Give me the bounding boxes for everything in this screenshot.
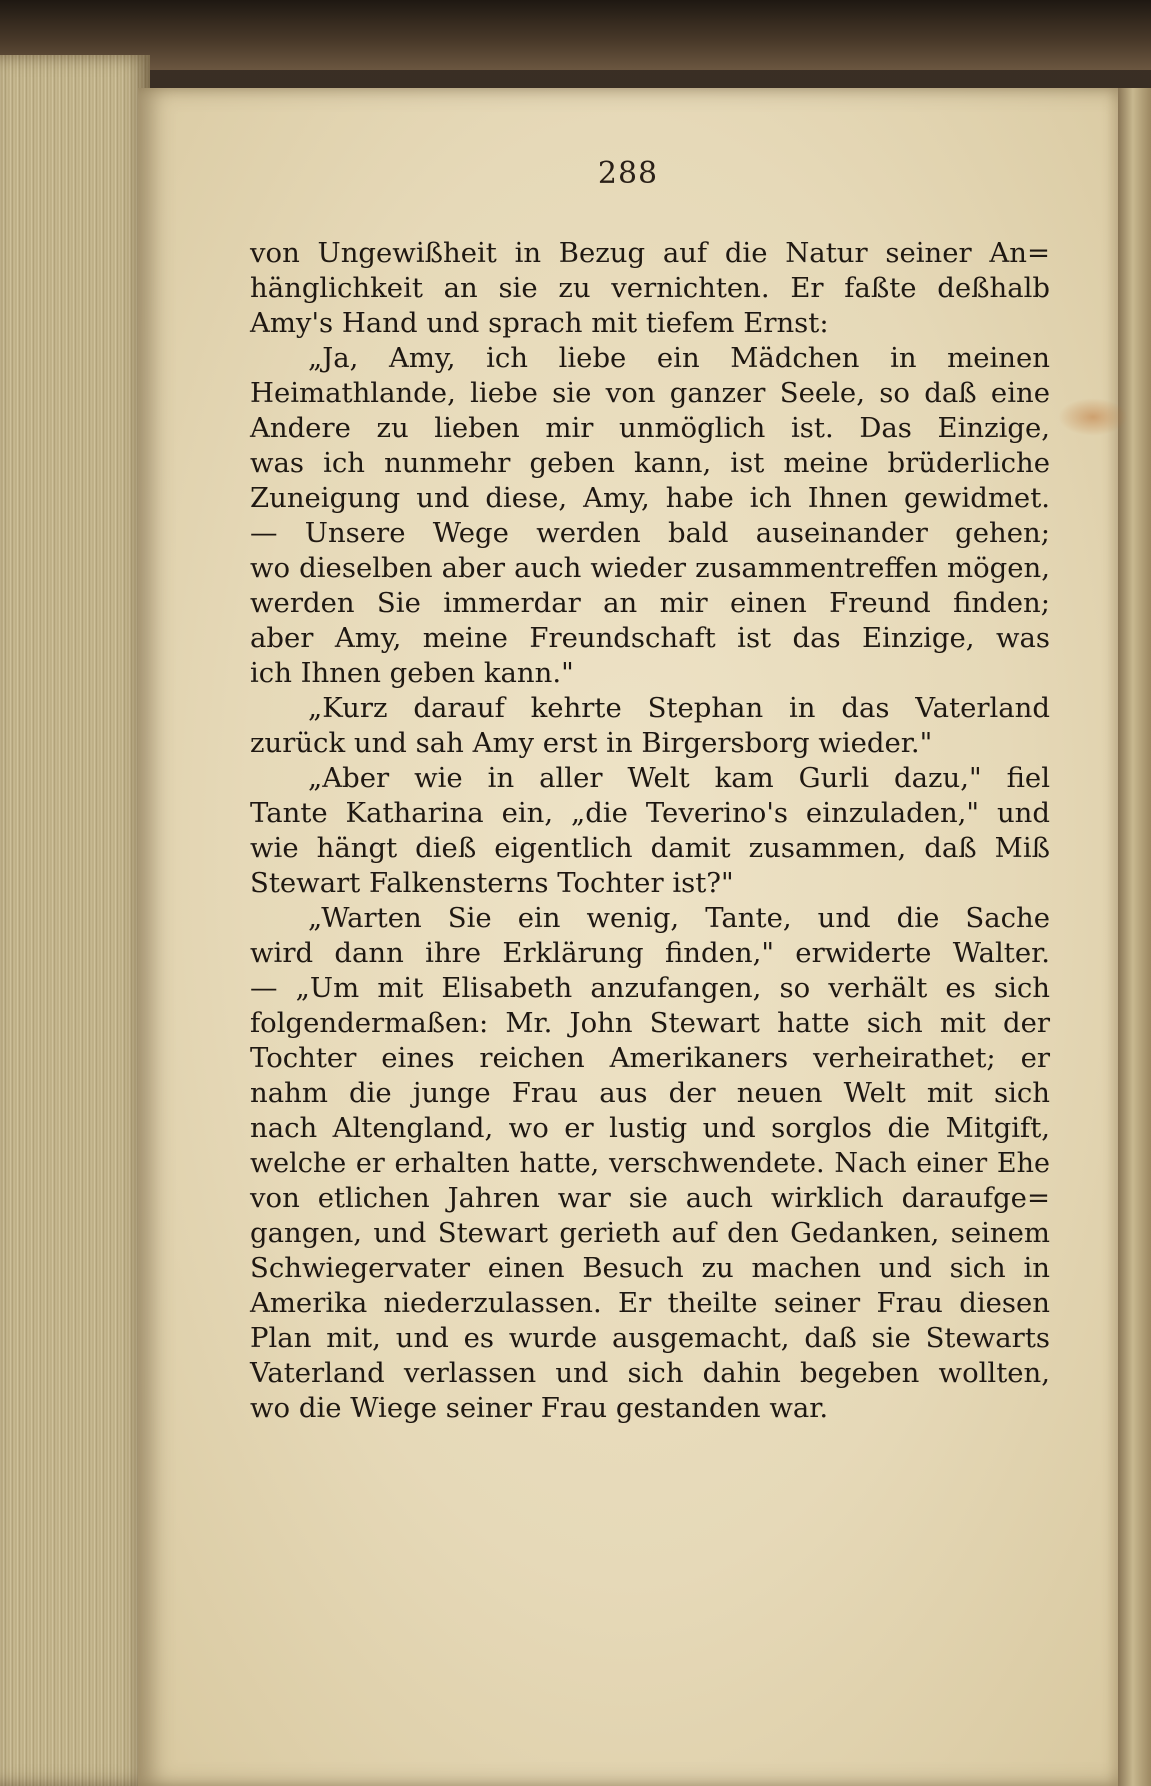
book-page (138, 88, 1118, 1786)
text-line: welche er erhalten hatte, verschwendete. Nach einer Ehe (250, 1148, 1050, 1179)
text-line: Schwiegervater einen Besuch zu machen und sich in (250, 1252, 1050, 1284)
text-line: von Ungewißheit in Bezug auf die Natur seiner An= (250, 237, 1050, 269)
text-line: von etlichen Jahren war sie auch wirklich daraufge= (250, 1182, 1050, 1214)
text-line: „Warten Sie ein wenig, Tante, und die Sache (308, 902, 1050, 934)
text-line: wie hängt dieß eigentlich damit zusammen, daß Miß (250, 832, 1050, 864)
text-line: Amy's Hand und sprach mit tiefem Ernst: (250, 307, 829, 339)
text-line: nach Altengland, wo er lustig und sorglos die Mitgift, (250, 1112, 1050, 1144)
text-line: aber Amy, meine Freundschaft ist das Einzige, was (250, 622, 1050, 654)
text-line: ich Ihnen geben kann." (250, 657, 574, 689)
page-edges-left (0, 55, 150, 1786)
text-line: werden Sie immerdar an mir einen Freund finden; (250, 587, 1050, 619)
text-line: „Aber wie in aller Welt kam Gurli dazu," fiel (308, 762, 1050, 794)
text-line: wo dieselben aber auch wieder zusammentreffen mögen, (250, 552, 1050, 584)
text-line: was ich nunmehr geben kann, ist meine brüderliche (250, 447, 1050, 479)
text-line: hänglichkeit an sie zu vernichten. Er faßte deßhalb (250, 272, 1050, 304)
text-line: wo die Wiege seiner Frau gestanden war. (250, 1392, 829, 1424)
text-line: „Ja, Amy, ich liebe ein Mädchen in meinen (308, 342, 1050, 374)
text-line: Heimathlande, liebe sie von ganzer Seele, so daß eine (250, 377, 1050, 409)
page-stain (1058, 398, 1128, 436)
text-line: Andere zu lieben mir unmöglich ist. Das Einzige, (250, 412, 1050, 444)
text-line: nahm die junge Frau aus der neuen Welt mit sich (250, 1077, 1050, 1109)
text-line: Tante Katharina ein, „die Teverino's einzuladen," und (250, 797, 1050, 829)
text-line: — „Um mit Elisabeth anzufangen, so verhält es sich (250, 972, 1050, 1004)
text-line: — Unsere Wege werden bald auseinander gehen; (250, 517, 1050, 549)
text-line: wird dann ihre Erklärung finden," erwiderte Walter. (250, 937, 1050, 969)
text-line: „Kurz darauf kehrte Stephan in das Vaterland (308, 692, 1050, 724)
text-line: Plan mit, und es wurde ausgemacht, daß sie Stewarts (250, 1322, 1050, 1354)
text-line: Stewart Falkensterns Tochter ist?" (250, 867, 734, 899)
page-number: 288 (597, 156, 659, 191)
page-edge-right (1118, 88, 1151, 1786)
text-line: Zuneigung und diese, Amy, habe ich Ihnen gewidmet. (250, 482, 1050, 514)
text-line: Amerika niederzulassen. Er theilte seiner Frau diesen (250, 1287, 1050, 1319)
text-line: Tochter eines reichen Amerikaners verheirathet; er (250, 1042, 1050, 1074)
text-line: folgendermaßen: Mr. John Stewart hatte sich mit der (250, 1007, 1050, 1039)
book-top-edge (0, 0, 1151, 70)
text-line: zurück und sah Amy erst in Birgersborg wieder." (250, 727, 933, 759)
text-line: gangen, und Stewart gerieth auf den Gedanken, seinem (250, 1217, 1050, 1249)
body-text (250, 236, 1050, 1426)
text-line: Vaterland verlassen und sich dahin begeben wollten, (250, 1357, 1050, 1389)
